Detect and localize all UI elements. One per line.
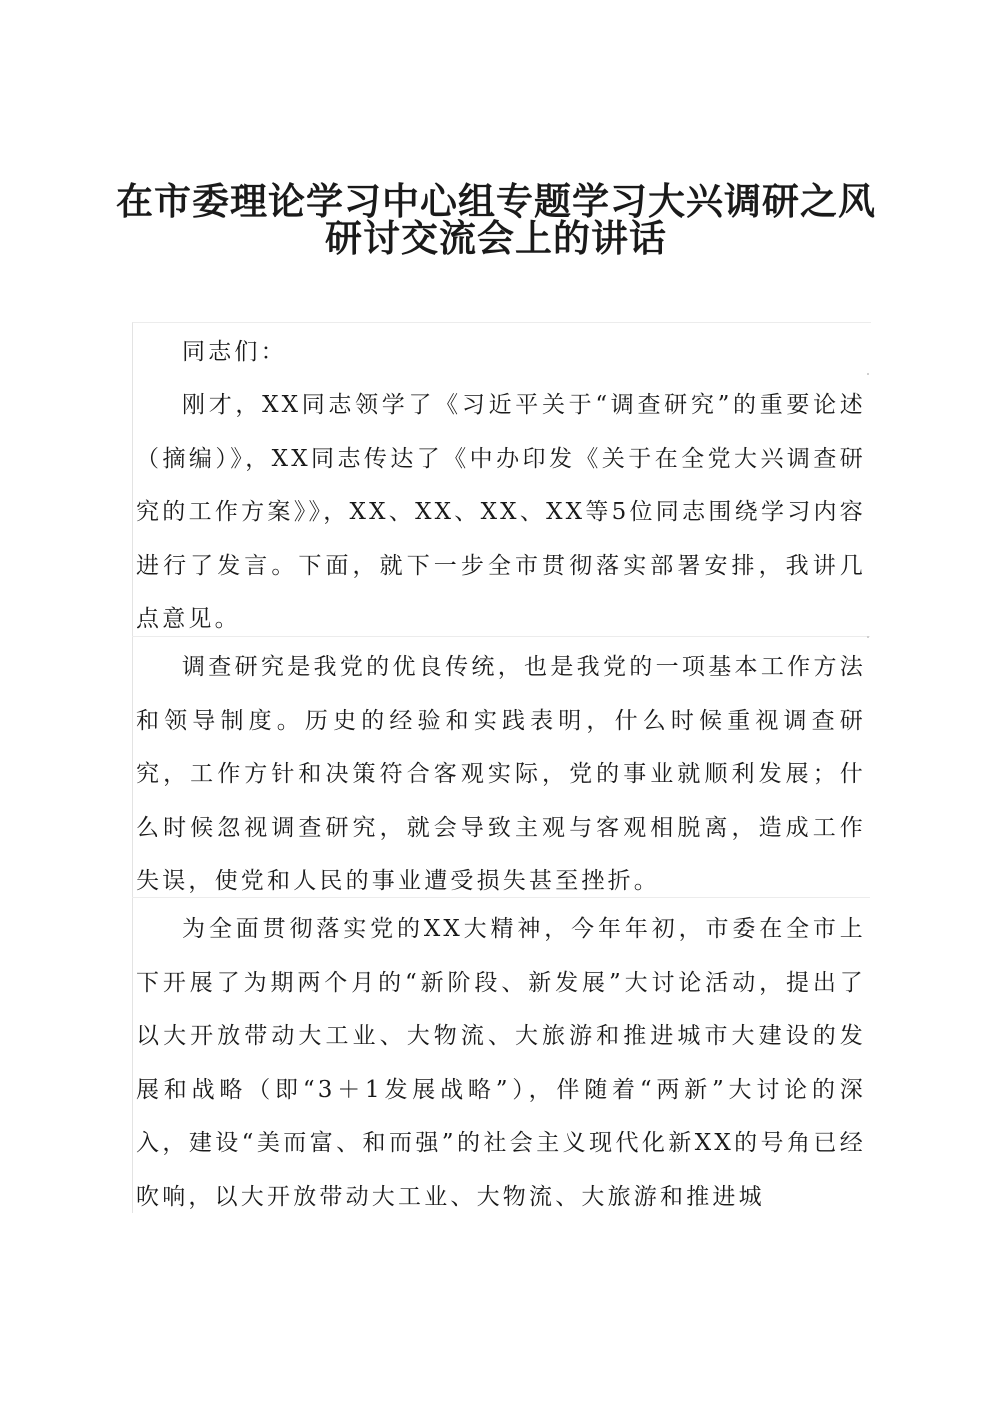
body-paragraph-2: 调查研究是我党的优良传统，也是我党的一项基本工作方法和领导制度。历史的经验和实践表明，什么时候重视调查研究，工作方针和决策符合客观实际，党的事业就顺利发展；什么时候忽视调查研究，就会导致主观与客观相脱离，造成工作失误，使党和人民的事业遭受损失甚至挫折。 [136,654,866,895]
body-paragraph-3: 为全面贯彻落实党的XX大精神，今年年初，市委在全市上下开展了为期两个月的“新阶段、新发展”大讨论活动，提出了以大开放带动大工业、大物流、大旅游和推进城市大建设的发展和战略（即“3＋1发展战略”），伴随着“两新”大讨论的深入，建设“美而富、和而强”的社会主义现代化新XX的号角已经吹响，以大开放带动大工业、大物流、大旅游和推进城 [136,916,866,1210]
document-title-line-2: 研讨交流会上的讲话 [325,217,667,260]
salutation: 同志们： [182,339,287,365]
body-paragraph-1: 刚才，XX同志领学了《习近平关于“调查研究”的重要论述（摘编）》，XX同志传达了《中办印发《关于在全党大兴调查研究的工作方案》》，XX、XX、XX、XX等5位同志围绕学习内容进行了发言。下面，就下一步全市贯彻落实部署安排，我讲几点意见。 [136,392,866,633]
layout-mark [867,373,869,375]
document-title-line-1: 在市委理论学习中心组专题学习大兴调研之风 [116,180,876,223]
layout-mark [867,636,869,638]
